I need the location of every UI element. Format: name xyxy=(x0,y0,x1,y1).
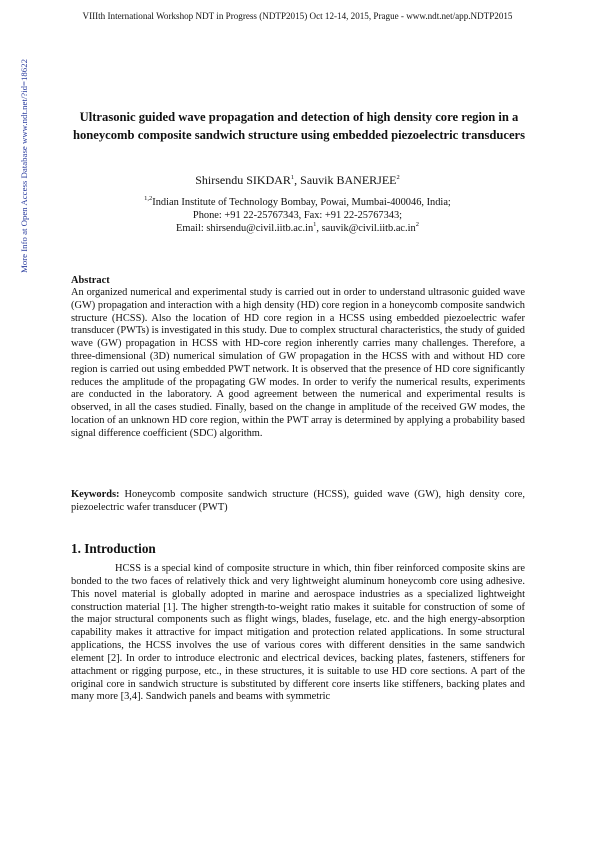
abstract-body: An organized numerical and experimental study is carried out in order to understand ultrasonic guided wave (GW) propagation and interaction with a high density (HD) core region in a honeycomb composite sandwich structure (HCSS). Also the location of HD core region in a HCSS using embedded piezoelectric wafer transducer (PWTs) is investigated in this study. Due to complex structural characteristics, the study of guided wave (GW) propagation in HCSS with HD-core region inherently carries many challenges. Therefore, a three-dimensional (3D) numerical simulation of GW propagation in the HCSS with and without HD core region is carried out using embedded PWT network. It is observed that the presence of HD core significantly reduces the amplitude of the propagating GW modes. In order to verify the numerical results, experiments are conducted in the laboratory. A good agreement between the numerical and experimental results is observed, in all the cases studied. Finally, based on the change in amplitude of the received GW modes, the location of an unknown HD core region, within the PWT array is determined by applying a probability based signal difference coefficient (SDC) algorithm. xyxy=(71,287,525,439)
abstract-heading: Abstract xyxy=(71,275,110,286)
author-1-affil-marker: 1 xyxy=(290,174,295,181)
author-2: Sauvik BANERJEE xyxy=(300,173,397,187)
email-2[interactable]: sauvik@civil.iitb.ac.in xyxy=(321,223,416,234)
conference-header: VIIIth International Workshop NDT in Progress (NDTP2015) Oct 12-14, 2015, Prague - www.ndt.net/app.NDTP2015 xyxy=(82,11,513,21)
open-access-link-text[interactable]: More Info at Open Access Database www.ndt.net/?id=18622 xyxy=(19,59,29,273)
introduction-heading: 1. Introduction xyxy=(71,541,156,556)
email-separator: , xyxy=(316,223,322,234)
affiliation-marker: 1,2 xyxy=(144,195,153,202)
email-line xyxy=(0,222,595,235)
affiliation-text: Indian Institute of Technology Bombay, Powai, Mumbai-400046, India; xyxy=(152,197,451,208)
keywords-label: Keywords: xyxy=(71,489,120,500)
email-2-marker: 2 xyxy=(415,221,419,228)
author-separator: , xyxy=(294,173,301,187)
paper-title: Ultrasonic guided wave propagation and detection of high density core region in a honeycomb composite sandwich structure using embedded piezoelectric transducers xyxy=(72,110,526,142)
author-2-affil-marker: 2 xyxy=(396,174,400,181)
author-1: Shirsendu SIKDAR xyxy=(195,173,291,187)
email-1-marker: 1 xyxy=(313,221,317,228)
affiliation-line xyxy=(0,196,595,209)
email-label: Email: xyxy=(176,223,207,234)
email-1[interactable]: shirsendu@civil.iitb.ac.in xyxy=(206,223,314,234)
keywords-text: Honeycomb composite sandwich structure (HCSS), guided wave (GW), high density core, piezoelectric wafer transducer (PWT) xyxy=(71,489,525,513)
introduction-body: HCSS is a special kind of composite structure in which, thin fiber reinforced composite skins are bonded to the two faces of relatively thick and very lightweight aluminum honeycomb core using adhesive. This novel material is globally adopted in marine and aerospace industries as a specialized lightweight construction material [1]. The higher strength-to-weight ratio makes it suitable for construction of some of the major structural components such as flight wings, blades, fuselage, etc. and the high energy-absorption capability makes it attractive for impact mitigation and protection related applications. In some structural applications, the HCSS involves the use of various cores with different densities in the same sandwich element [2]. In order to introduce electronic and electrical devices, backing plates, fasteners, stiffeners for attachment or rigging purpose, etc., in these structures, it is suitable to use HD core sections. A part of the original core in sandwich structure is substituted by different core inserts like stiffeners, backing plates and many more [3,4]. Sandwich panels and beams with symmetric xyxy=(71,563,525,703)
abstract-section xyxy=(71,275,525,441)
author-line xyxy=(0,173,595,188)
keywords-paragraph xyxy=(71,489,525,515)
phone-fax-line: Phone: +91 22-25767343, Fax: +91 22-25767343; xyxy=(192,210,403,221)
affiliation-block xyxy=(0,196,595,235)
